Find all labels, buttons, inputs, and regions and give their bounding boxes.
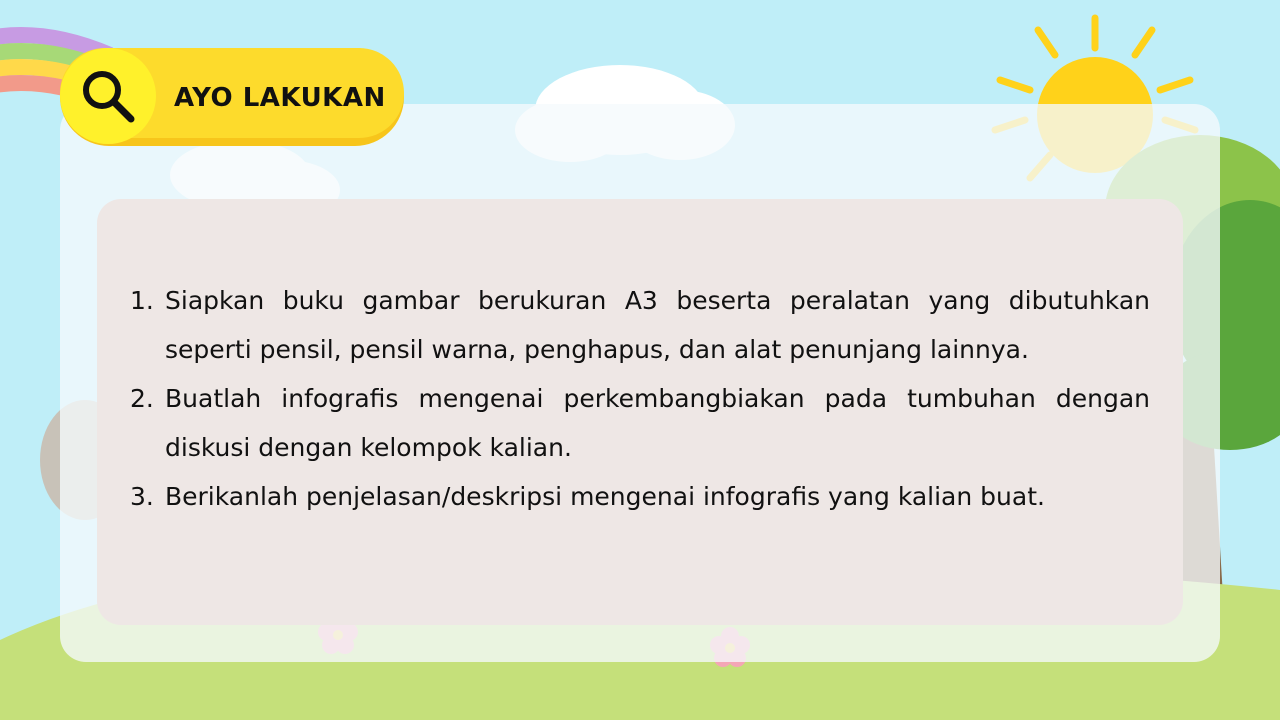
header-title: AYO LAKUKAN: [174, 83, 386, 113]
list-item-number: 2.: [130, 384, 154, 413]
list-item-number: 1.: [130, 286, 154, 315]
list-item: [130, 276, 1150, 374]
list-item-number: 3.: [130, 482, 154, 511]
list-item: [130, 472, 1150, 521]
instruction-list: [130, 276, 1150, 521]
list-item: [130, 374, 1150, 472]
magnifier-icon: [76, 64, 140, 128]
list-item-text: Buatlah infografis mengenai perkembangbiakan pada tumbuhan dengan diskusi dengan kelompok kalian.: [165, 384, 1150, 462]
list-item-text: Siapkan buku gambar berukuran A3 beserta peralatan yang dibutuhkan seperti pensil, pensil warna, penghapus, dan alat penunjang lainnya.: [165, 286, 1150, 364]
list-item-text: Berikanlah penjelasan/deskripsi mengenai infografis yang kalian buat.: [165, 482, 1045, 511]
